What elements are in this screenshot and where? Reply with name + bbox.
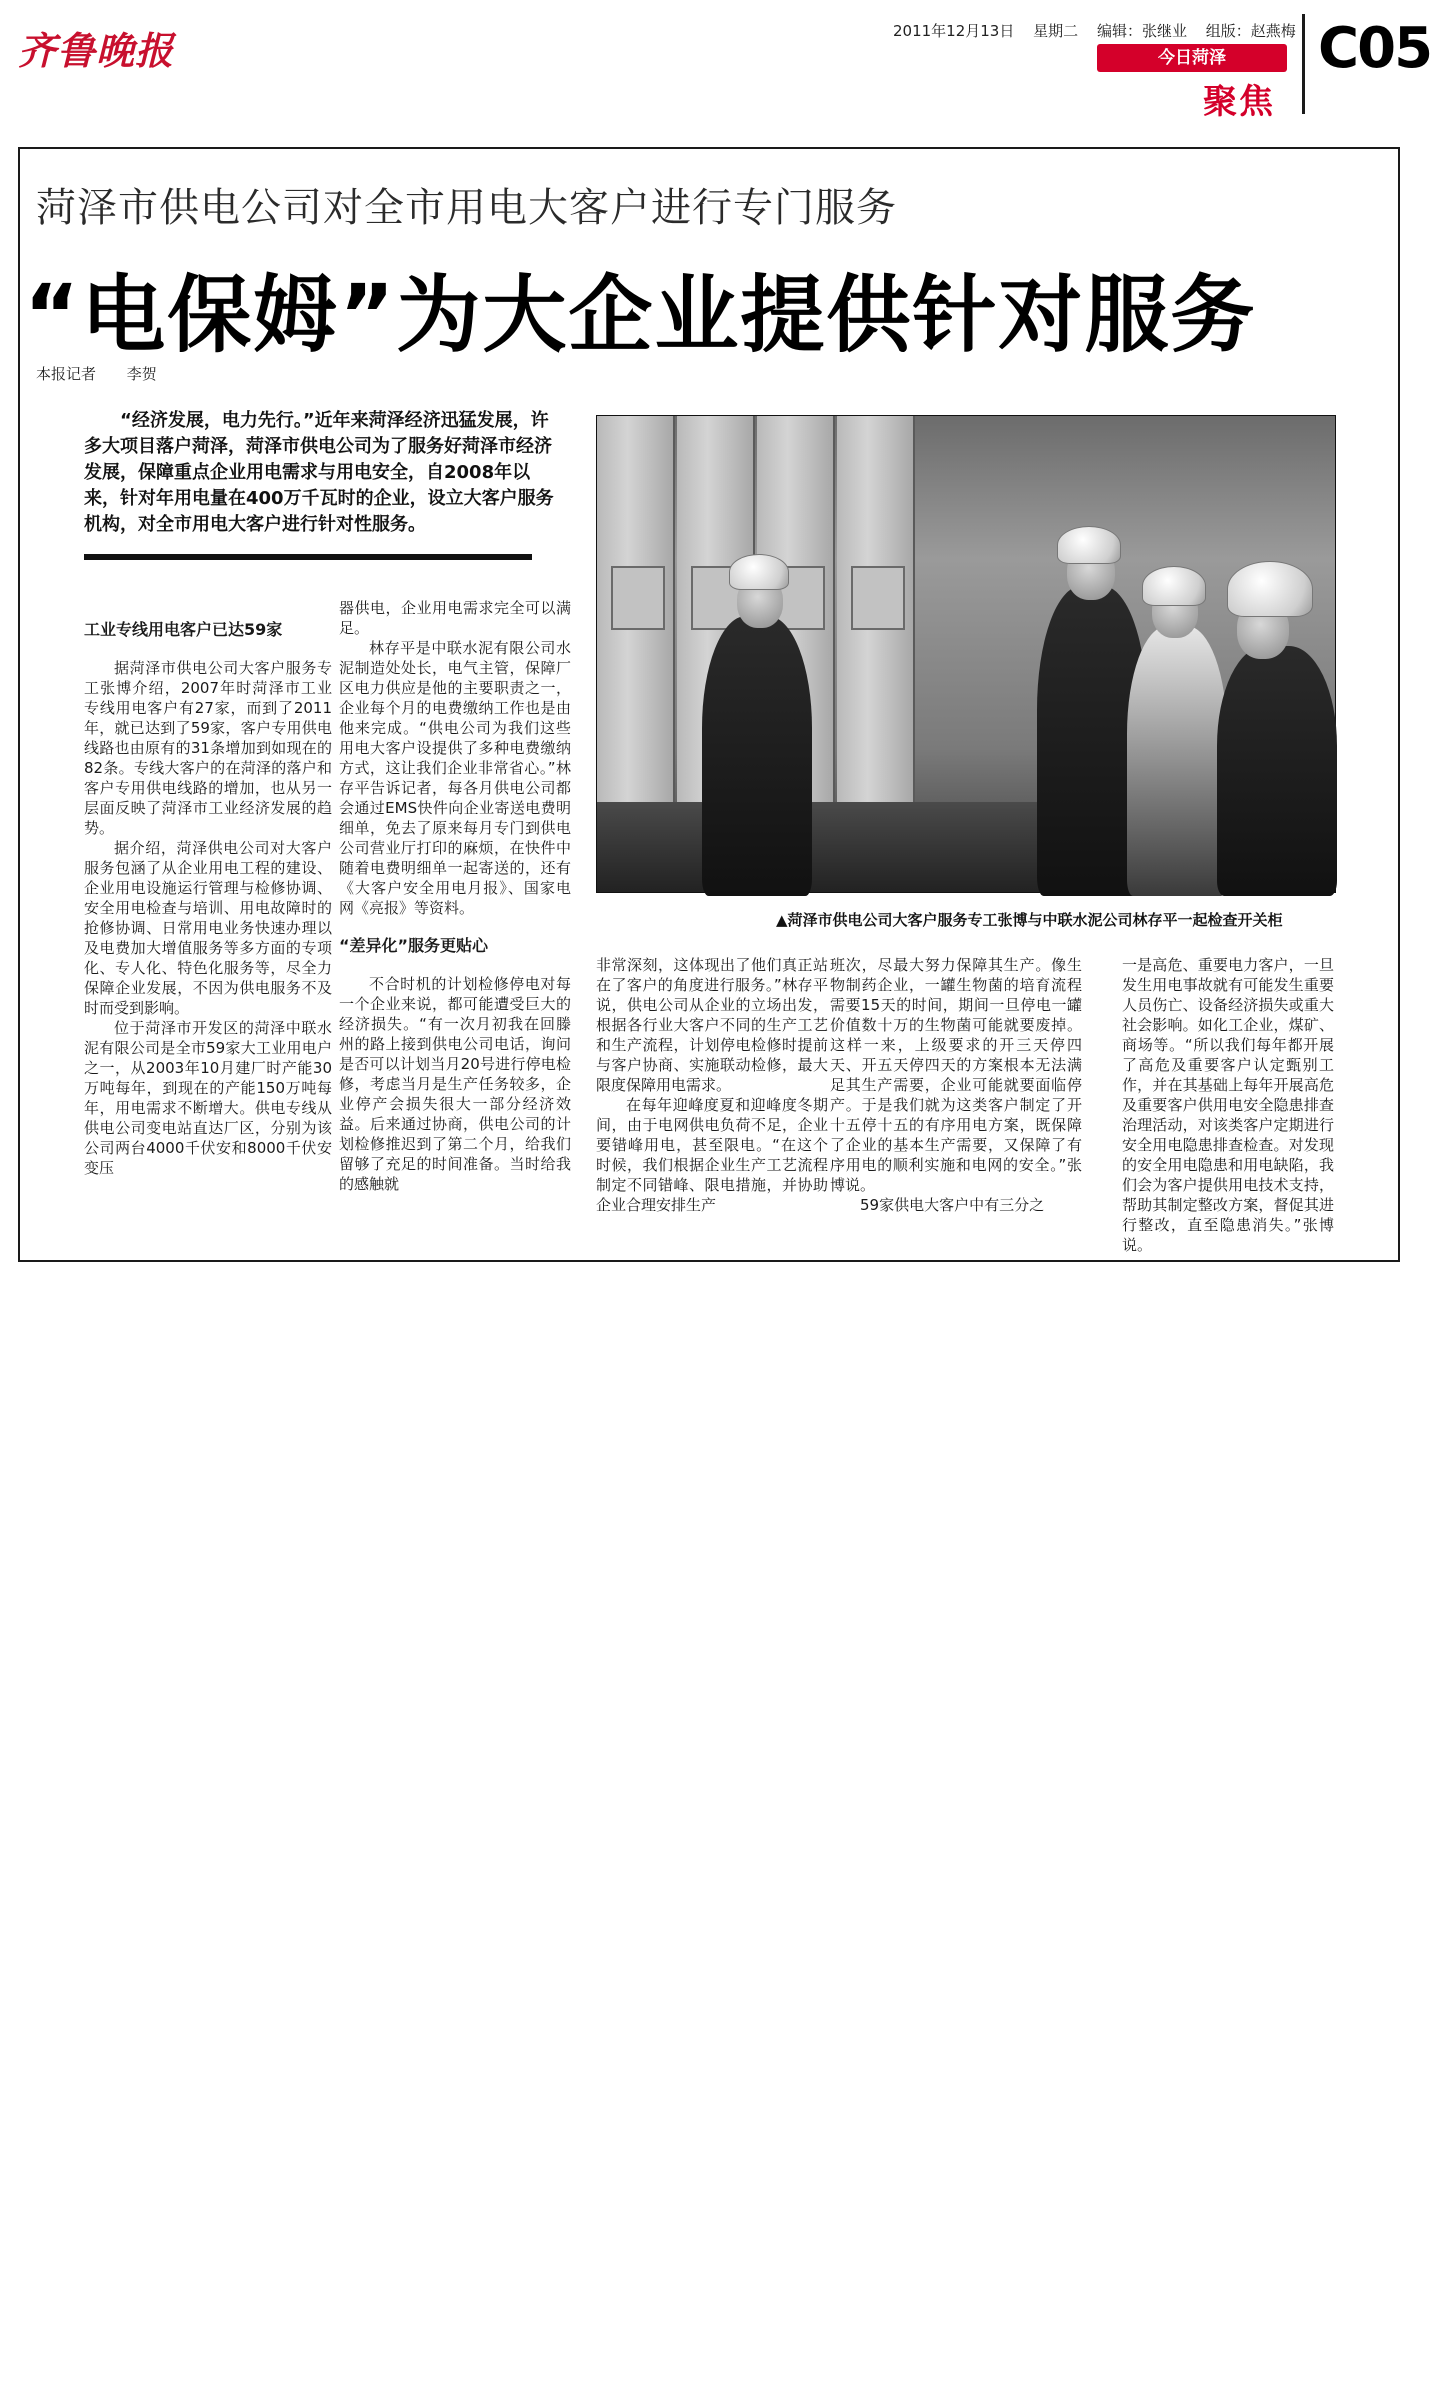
- news-photo: [596, 415, 1336, 893]
- worker-figure: [1127, 626, 1227, 896]
- body-paragraph: 据介绍，菏泽供电公司对大客户服务包涵了从企业用电工程的建设、企业用电设施运行管理与检修协调、安全用电检查与培训、用电故障时的抢修协调、日常用电业务快速办理以及电费加大增值服务等多方面的专项化、专人化、特色化服务等，尽全力保障企业发展，不因为供电服务不及时而受到影响。: [84, 839, 332, 1017]
- masthead-logo: 齐鲁晚报: [18, 28, 175, 73]
- body-paragraph: 非常深刻，这体现出了他们真正站在了客户的角度进行服务。”林存平说，供电公司从企业的立场出发，根据各行业大客户不同的生产工艺和生产流程，计划停电检修时提前与客户协商、实施联动检修，最大限度保障用电需求。: [596, 956, 828, 1094]
- body-paragraph: 班次，尽最大努力保障其生产。像生物制药企业，一罐生物菌的培育流程需要15天的时间，期间一旦停电一罐价值数十万的生物菌可能就要废掉。这样一来，上级要求的开三天停四天、开五天停四天的方案根本无法满足其生产需要，企业可能就要面临停产。于是我们就为这类客户制定了开十五停十五的有序用电方案，既保障了企业的基本生产需要，又保障了有序用电的顺利实施和电网的安全。”张博说。: [830, 956, 1082, 1194]
- body-paragraph: 一是高危、重要电力客户，一旦发生用电事故就有可能发生重要人员伤亡、设备经济损失或重大社会影响。如化工企业，煤矿、商场等。“所以我们每年都开展了高危及重要客户认定甄别工作，并在其基础上每年开展高危及重要客户供用电安全隐患排查治理活动，对该类客户定期进行安全用电隐患排查检查。对发现的安全用电隐患和用电缺陷，我们会为客户提供用电技术支持，帮助其制定整改方案，督促其进行整改，直至隐患消失。”张博说。: [1122, 956, 1334, 1254]
- article-column-1: [84, 620, 332, 1178]
- byline: [36, 363, 183, 384]
- article-kicker: 菏泽市供电公司对全市用电大客户进行专门服务: [36, 185, 897, 231]
- subhead-clients: 工业专线用电客户已达59家: [84, 620, 283, 639]
- masthead-meta: [893, 20, 1310, 41]
- body-paragraph: 在每年迎峰度夏和迎峰度冬期间，由于电网供电负荷不足，企业要错峰用电，甚至限电。“在这个时候，我们根据企业生产工艺流程制定不同错峰、限电措施，并协助企业合理安排生产: [596, 1096, 828, 1214]
- helmet-icon: [1057, 526, 1121, 564]
- switchgear-cabinet: [837, 416, 915, 836]
- byline-label: 本报记者: [36, 365, 97, 383]
- article-headline: “电保姆”为大企业提供针对服务: [24, 266, 1257, 364]
- body-paragraph: 位于菏泽市开发区的菏泽中联水泥有限公司是全市59家大工业用电户之一，从2003年10月建厂时产能30万吨每年，到现在的产能150万吨每年，用电需求不断增大。供电专线从供电公司变电站直达厂区，分别为该公司两台4000千伏安和8000千伏安变压: [84, 1019, 332, 1177]
- page-number: C05: [1318, 16, 1431, 81]
- worker-figure: [1217, 646, 1337, 896]
- editor-credit: 编辑：张继业: [1096, 22, 1187, 40]
- issue-date: 2011年12月13日: [893, 22, 1015, 40]
- body-paragraph: 59家供电大客户中有三分之: [860, 1196, 1045, 1214]
- article-column-2: [339, 598, 571, 1194]
- subhead-service: “差异化”服务更贴心: [339, 936, 489, 955]
- article-lede: “经济发展，电力先行。”近年来菏泽经济迅猛发展，许多大项目落户菏泽，菏泽市供电公司为了服务好菏泽市经济发展，保障重点企业用电需求与用电安全，自2008年以来，针对年用电量在400万千瓦时的企业，设立大客户服务机构，对全市用电大客户进行针对性服务。: [84, 410, 554, 535]
- section-label: 今日菏泽: [1097, 44, 1287, 72]
- issue-weekday: 星期二: [1033, 22, 1079, 40]
- worker-figure: [702, 616, 812, 896]
- section-sub: 聚焦: [1203, 82, 1275, 122]
- switchgear-cabinet: [597, 416, 675, 836]
- layout-credit: 组版：赵燕梅: [1205, 22, 1296, 40]
- body-paragraph: 据菏泽市供电公司大客户服务专工张博介绍，2007年时菏泽市工业专线用电客户有27家，而到了2011年，就已达到了59家，客户专用供电线路也由原有的31条增加到如现在的82条。专线大客户的在菏泽的落户和客户专用供电线路的增加，也从另一层面反映了菏泽市工业经济发展的趋势。: [84, 659, 332, 837]
- header-divider: [1302, 14, 1305, 114]
- helmet-icon: [1227, 561, 1313, 617]
- article-column-3: [596, 955, 828, 1215]
- body-paragraph: 不合时机的计划检修停电对每一个企业来说，都可能遭受巨大的经济损失。“有一次月初我在回滕州的路上接到供电公司电话，询问是否可以计划当月20号进行停电检修，考虑当月是生产任务较多，企业停产会损失很大一部分经济效益。后来通过协商，供电公司的计划检修推迟到了第二个月，给我们留够了充足的时间准备。当时给我的感触就: [339, 975, 571, 1193]
- byline-name: 李贺: [126, 365, 157, 383]
- lede-rule: [84, 554, 532, 560]
- body-paragraph: 器供电，企业用电需求完全可以满足。: [339, 599, 571, 637]
- article-column-4: [830, 955, 1082, 1215]
- helmet-icon: [729, 554, 789, 590]
- photo-caption: ▲菏泽市供电公司大客户服务专工张博与中联水泥公司林存平一起检查开关柜: [776, 911, 1283, 929]
- article-column-5: [1122, 955, 1334, 1255]
- body-paragraph: 林存平是中联水泥有限公司水泥制造处处长，电气主管，保障厂区电力供应是他的主要职责之一，企业每个月的电费缴纳工作也是由他来完成。“供电公司为我们这些用电大客户设提供了多种电费缴纳方式，这让我们企业非常省心。”林存平告诉记者，每各月供电公司都会通过EMS快件向企业寄送电费明细单，免去了原来每月专门到供电公司营业厅打印的麻烦，在快件中随着电费明细单一起寄送的，还有《大客户安全用电月报》、国家电网《亮报》等资料。: [339, 639, 571, 917]
- helmet-icon: [1142, 566, 1206, 606]
